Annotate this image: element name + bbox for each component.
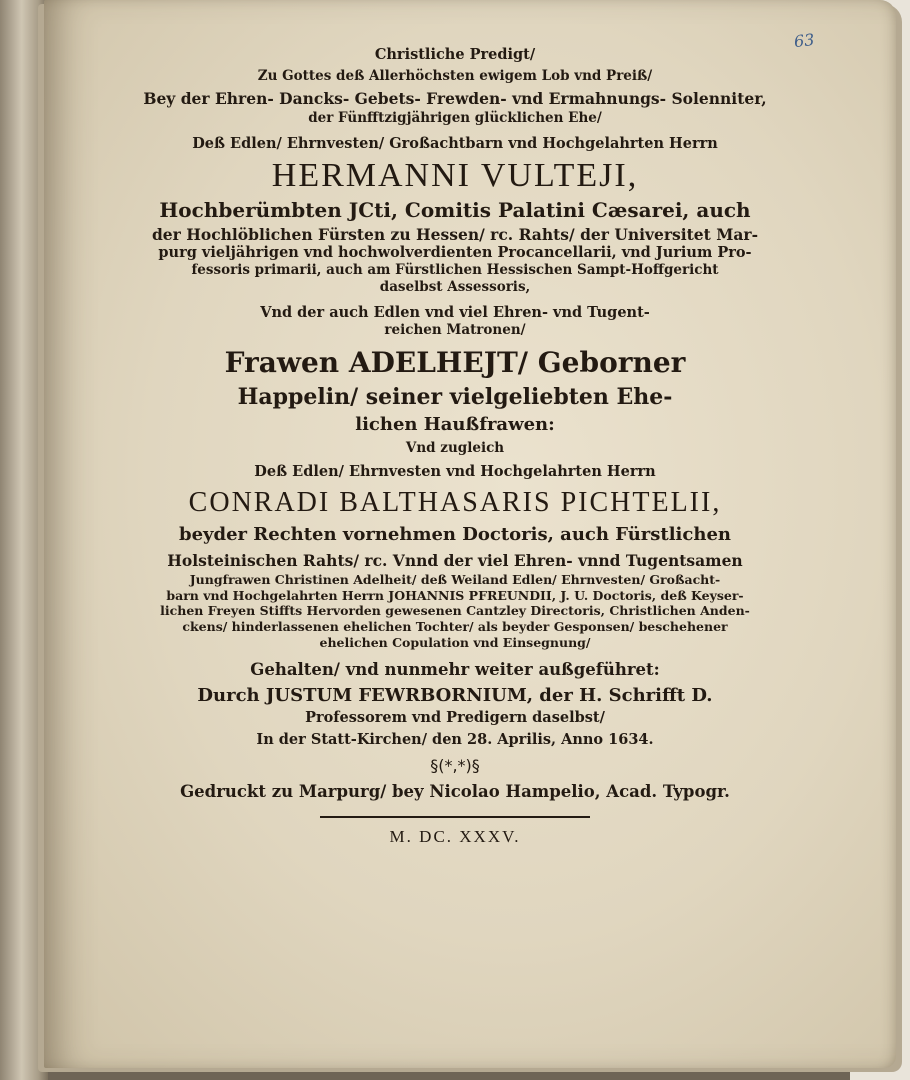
title-line: Bey der Ehren- Dancks- Gebets- Frewden- vnd Ermahnungs- Solenniter, — [143, 89, 767, 108]
imprint-line: Gedruckt zu Marpurg/ bey Nicolao Hampelio, Acad. Typogr. — [180, 781, 730, 801]
title-line: Deß Edlen/ Ehrnvesten/ Großachtbarn vnd Hochgelahrten Herrn — [192, 135, 718, 153]
folio-number: 63 — [793, 30, 816, 52]
title-line: Holsteinischen Rahts/ rc. Vnnd der viel Ehren- vnnd Tugentsamen — [167, 550, 743, 570]
title-line: Christliche Predigt/ — [374, 46, 536, 63]
title-line: beyder Rechten vornehmen Doctoris, auch Fürstlichen — [179, 524, 731, 546]
imprint-year: M. DC. XXXV. — [389, 827, 521, 847]
title-line: Gehalten/ vnd nunmehr weiter außgeführet: — [250, 660, 660, 680]
title-line: der Hochlöblichen Fürsten zu Hessen/ rc. Rahts/ der Universitet Mar- — [151, 224, 759, 244]
printer-ornament: §(*,*)§ — [430, 755, 480, 775]
title-line: Vnd der auch Edlen vnd viel Ehren- vnd Tugent- — [260, 304, 650, 322]
title-line: purg vieljährigen vnd hochwolverdienten Procancellarii, vnd Jurium Pro- — [158, 244, 752, 262]
title-page-text — [90, 40, 820, 847]
title-line: ckens/ hinderlassenen ehelichen Tochter/ als beyder Gesponsen/ beschehener — [182, 618, 728, 634]
title-line: Zu Gottes deß Allerhöchsten ewigem Lob vnd Preiß/ — [257, 68, 653, 85]
title-line: daselbst Assessoris, — [379, 279, 531, 296]
title-line: Hochberümbten JCti, Comitis Palatini Cæsarei, auch — [159, 197, 751, 222]
title-line: ehelichen Copulation vnd Einsegnung/ — [319, 634, 591, 650]
title-line: barn vnd Hochgelahrten Herrn JOHANNIS PFREUNDII, J. U. Doctoris, deß Keyser- — [166, 587, 744, 603]
title-line: Happelin/ seiner vielgeliebten Ehe- — [237, 384, 673, 411]
title-line: fessoris primarii, auch am Fürstlichen Hessischen Sampt-Hoffgericht — [191, 262, 719, 279]
title-line: Vnd zugleich — [405, 440, 505, 457]
title-line: reichen Matronen/ — [384, 322, 526, 339]
title-line: Jungfrawen Christinen Adelheit/ deß Weiland Edlen/ Ehrnvesten/ Großacht- — [189, 572, 721, 587]
title-line: In der Statt-Kirchen/ den 28. Aprilis, Anno 1634. — [256, 731, 654, 749]
title-line-author: Durch JUSTUM FEWRBORNIUM, der H. Schrifft D. — [197, 684, 713, 706]
title-line: lichen Haußfrawen: — [355, 413, 555, 435]
title-line: Deß Edlen/ Ehrnvesten vnd Hochgelahrten Herrn — [254, 463, 656, 480]
title-line-name: HERMANNI VULTEJI, — [271, 157, 639, 195]
title-line-name: CONRADI BALTHASARIS PICHTELII, — [188, 487, 722, 519]
imprint-rule — [320, 816, 590, 818]
title-line: der Fünfftzigjährigen glücklichen Ehe/ — [308, 110, 602, 127]
title-line: lichen Freyen Stiffts Hervorden gewesenen Cantzley Directoris, Christlichen Anden- — [160, 603, 750, 619]
title-line-name: Frawen ADELHEJT/ Geborner — [224, 346, 686, 380]
title-line: Professorem vnd Predigern daselbst/ — [305, 709, 605, 727]
